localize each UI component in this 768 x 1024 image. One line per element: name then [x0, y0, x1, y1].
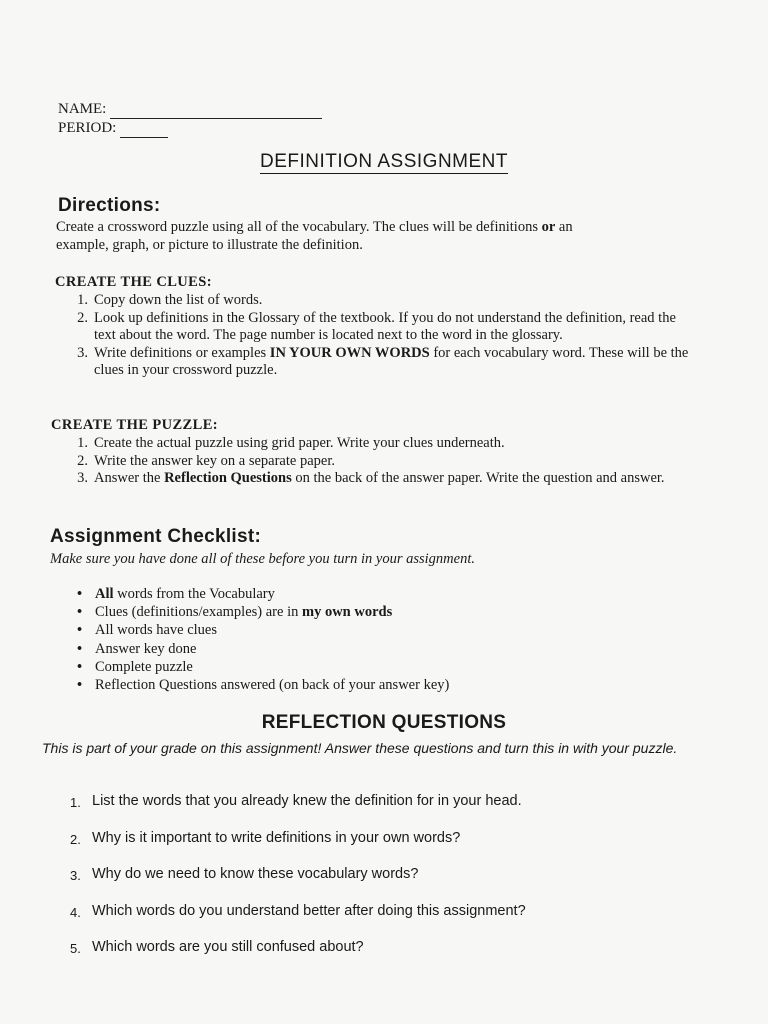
name-label: NAME:	[58, 101, 107, 117]
checklist-item: • Complete puzzle	[77, 658, 193, 675]
period-label: PERIOD:	[58, 120, 117, 136]
directions-heading: Directions:	[58, 195, 161, 216]
checklist-item: • Reflection Questions answered (on back of your answer key)	[77, 677, 450, 694]
question-item: 2. Why is it important to write definitions in your own words?	[70, 829, 461, 847]
checklist-item: • Answer key done	[77, 640, 197, 657]
create-puzzle-list	[68, 435, 678, 488]
reflection-questions	[70, 793, 710, 976]
list-item: 1. Create the actual puzzle using grid paper. Write your clues underneath.	[77, 435, 505, 451]
reflection-heading: REFLECTION QUESTIONS	[261, 712, 507, 733]
reflection-intro: This is part of your grade on this assignment! Answer these questions and turn this in with your puzzle.	[42, 740, 678, 756]
question-item: 5. Which words are you still confused about?	[70, 939, 364, 956]
list-item: 1. Copy down the list of words.	[77, 292, 263, 308]
list-item: 3. Write definitions or examples IN YOUR OWN WORDS for each vocabulary word. These will be the clues in your crossword puzzle.	[77, 344, 689, 378]
period-line	[58, 119, 322, 138]
name-blank	[110, 104, 322, 119]
question-item: 1. List the words that you already knew the definition for in your head.	[70, 793, 522, 810]
list-item: 3. Answer the Reflection Questions on the back of the answer paper. Write the question and answer.	[77, 470, 665, 486]
checklist-item: • All words have clues	[77, 622, 218, 639]
directions-text: Create a crossword puzzle using all of the vocabulary. The clues will be definitions or an example, graph, or picture to illustrate the definition.	[56, 219, 573, 253]
period-blank	[120, 123, 168, 138]
checklist-list	[77, 585, 637, 694]
question-item: 3. Why do we need to know these vocabulary words?	[70, 866, 419, 883]
checklist-heading: Assignment Checklist:	[50, 526, 262, 547]
create-clues-heading: CREATE THE CLUES:	[55, 274, 212, 290]
list-item: 2. Look up definitions in the Glossary of the textbook. If you do not understand the definition, read the text about the word. The page number is located next to the word in the glossary.	[77, 309, 676, 343]
page-title: DEFINITION ASSIGNMENT	[259, 151, 509, 172]
name-line	[58, 100, 322, 119]
checklist-subtitle: Make sure you have done all of these before you turn in your assignment.	[50, 551, 475, 567]
create-clues-list	[68, 292, 698, 380]
checklist-item: • All words from the Vocabulary	[77, 586, 275, 602]
question-item: 4. Which words do you understand better after doing this assignment?	[70, 902, 526, 920]
list-item: 2. Write the answer key on a separate paper.	[77, 452, 335, 469]
student-info	[58, 100, 322, 138]
checklist-item: • Clues (definitions/examples) are in my own words	[77, 604, 393, 621]
create-puzzle-heading: CREATE THE PUZZLE:	[51, 417, 219, 433]
